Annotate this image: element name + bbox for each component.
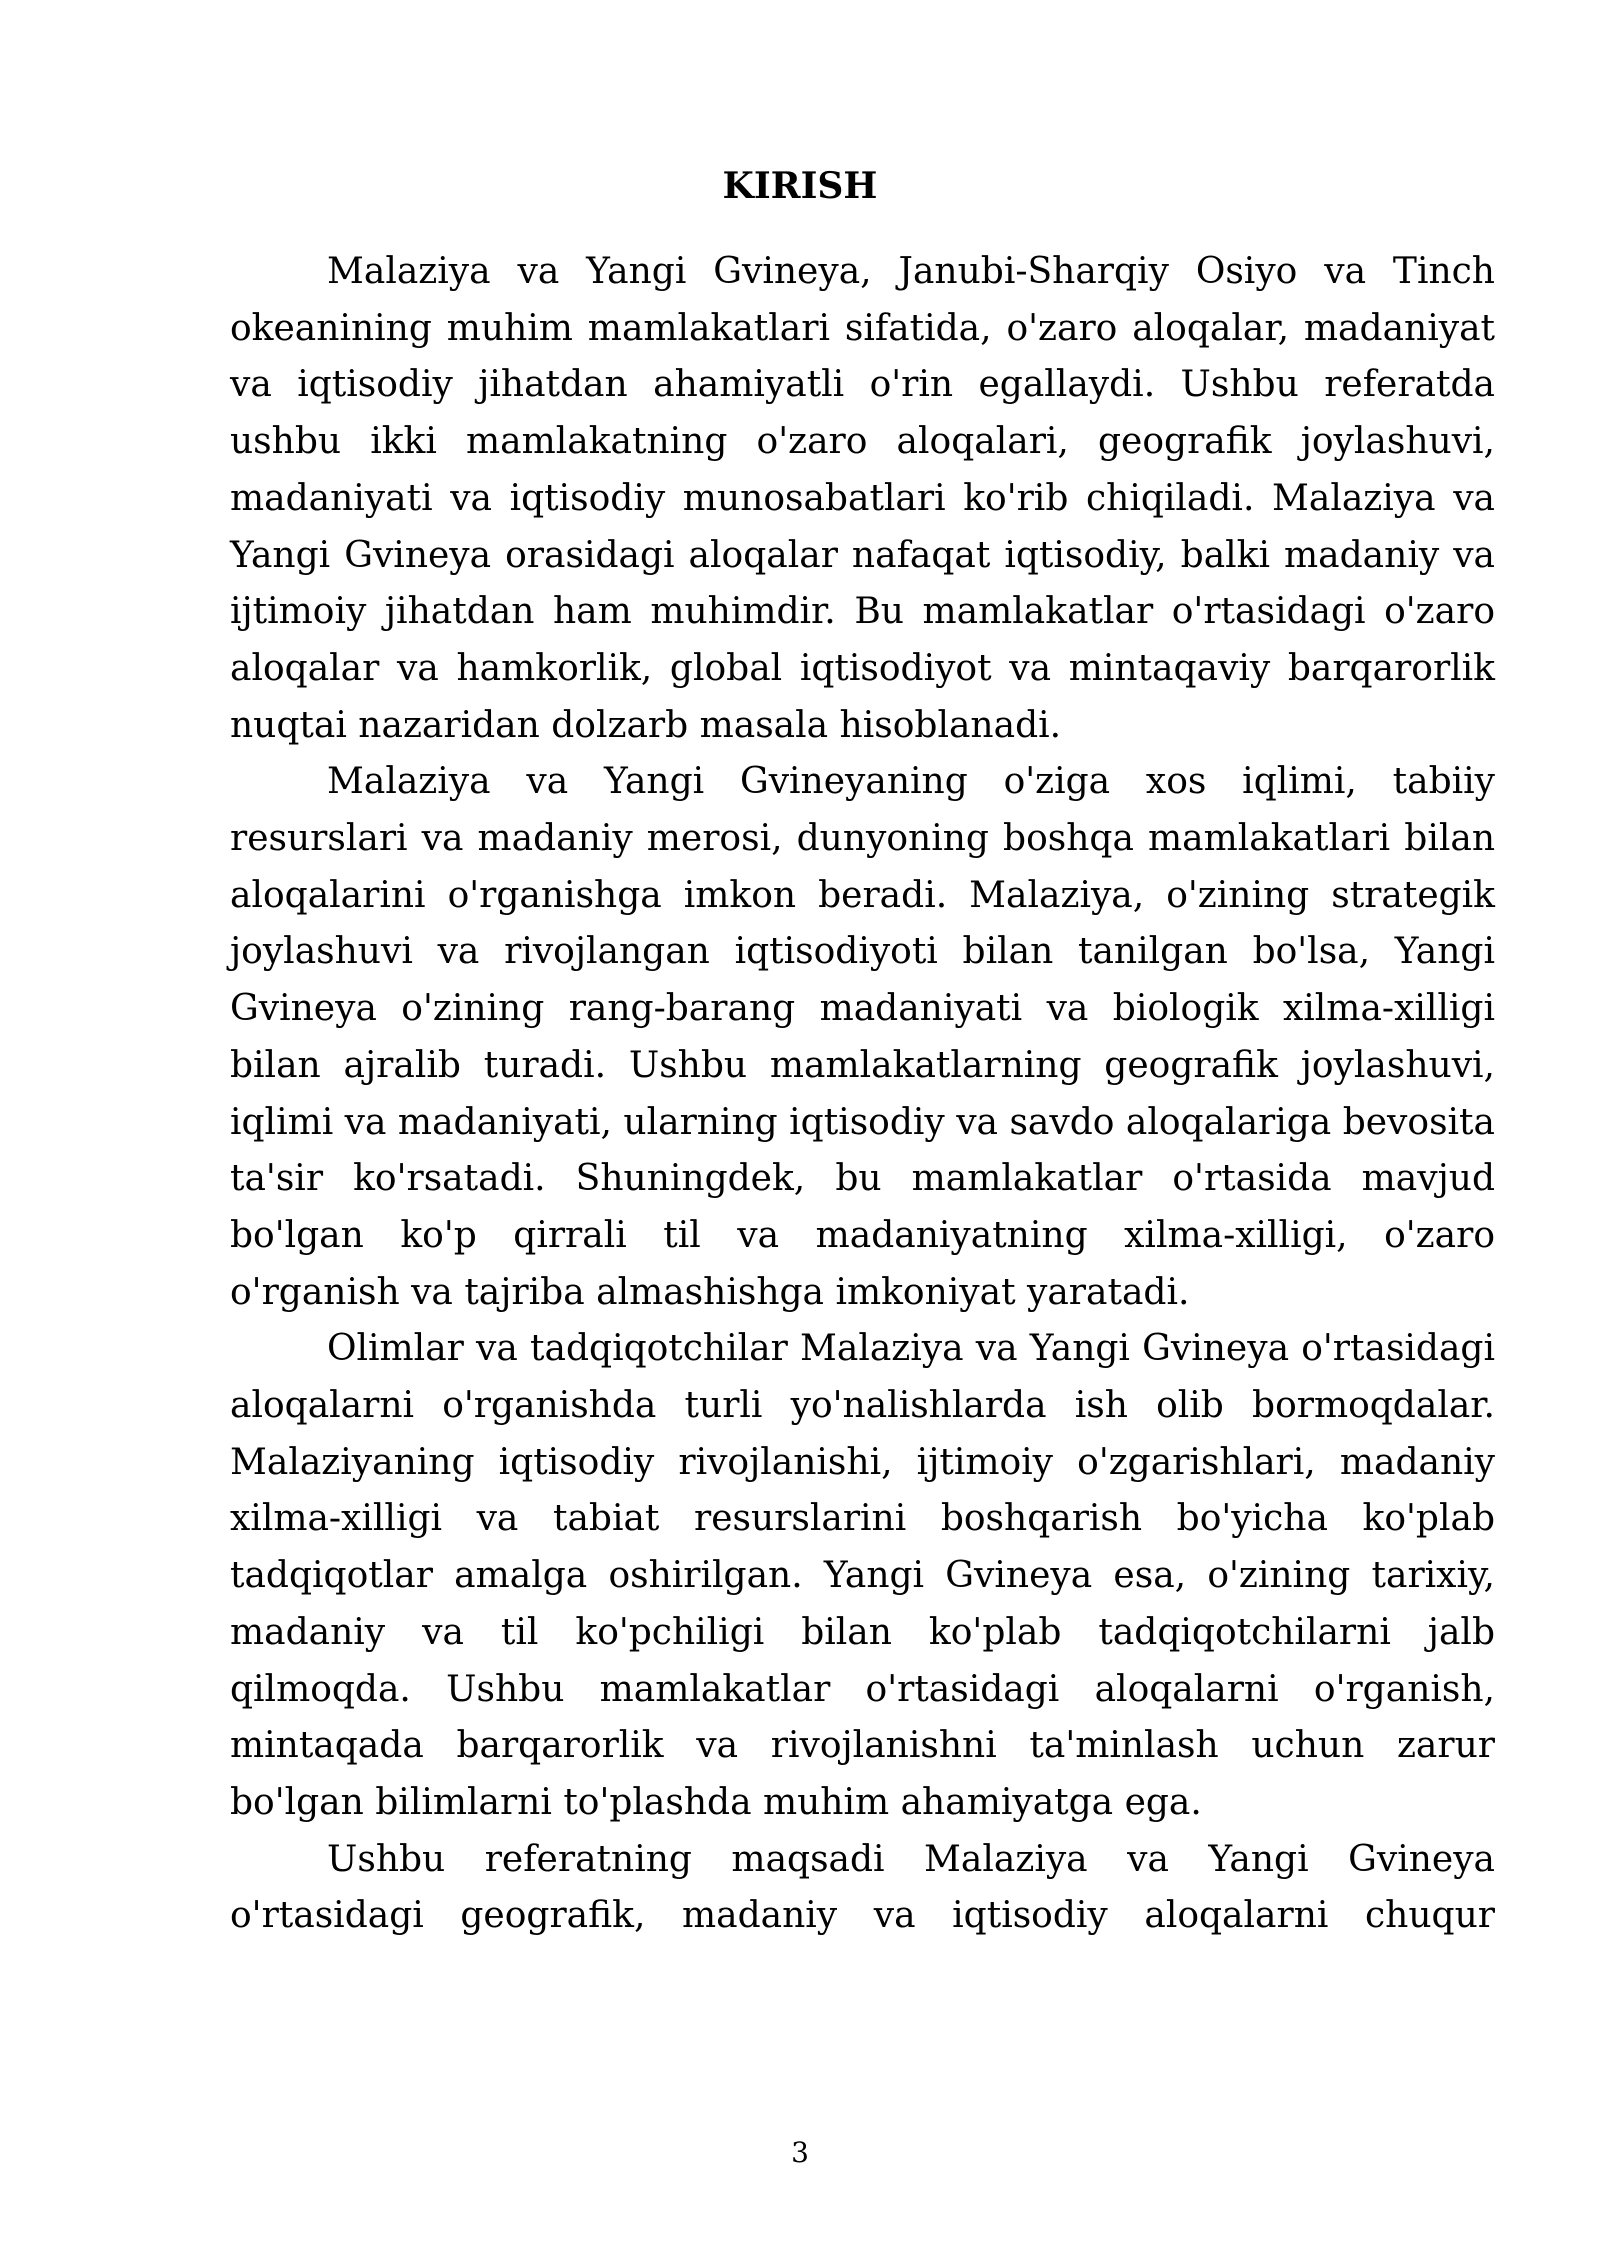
paragraph: Malaziya va Yangi Gvineyaning o'ziga xos iqlimi, tabiiy resurslari va madaniy merosi, dunyoning boshqa mamlakatlari bilan aloqalarini o'rganishga imkon beradi. Malaziya, o'zining strategik joylashuvi va rivojlangan iqtisodiyoti bilan tanilgan bo'lsa, Yangi Gvineya o'zining rang-barang madaniyati va biologik xilma-xilligi bilan ajralib turadi. Ushbu mamlakatlarning geografik joylashuvi, iqlimi va madaniyati, ularning iqtisodiy va savdo aloqalariga bevosita ta'sir ko'rsatadi. Shuningdek, bu mamlakatlar o'rtasida mavjud bo'lgan ko'p qirrali til va madaniyatning xilma-xilligi, o'zaro o'rganish va tajriba almashishga imkoniyat yaratadi. [230, 761, 1495, 1313]
paragraph: Malaziya va Yangi Gvineya, Janubi-Sharqiy Osiyo va Tinch okeanining muhim mamlakatlari sifatida, o'zaro aloqalar, madaniyat va iqtisodiy jihatdan ahamiyatli o'rin egallaydi. Ushbu referatda ushbu ikki mamlakatning o'zaro aloqalari, geografik joylashuvi, madaniyati va iqtisodiy munosabatlari ko'rib chiqiladi. Malaziya va Yangi Gvineya orasidagi aloqalar nafaqat iqtisodiy, balki madaniy va ijtimoiy jihatdan ham muhimdir. Bu mamlakatlar o'rtasidagi o'zaro aloqalar va hamkorlik, global iqtisodiyot va mintaqaviy barqarorlik nuqtai nazaridan dolzarb masala hisoblanadi. [230, 251, 1495, 746]
section-heading: KIRISH [722, 165, 878, 207]
paragraph: Ushbu referatning maqsadi Malaziya va Yangi Gvineya o'rtasidagi geografik, madaniy va iqtisodiy aloqalarni chuqur [230, 1838, 1495, 1937]
document-body [230, 244, 1495, 1945]
paragraph: Olimlar va tadqiqotchilar Malaziya va Yangi Gvineya o'rtasidagi aloqalarni o'rganishda turli yo'nalishlarda ish olib bormoqdalar. Malaziyaning iqtisodiy rivojlanishi, ijtimoiy o'zgarishlari, madaniy xilma-xilligi va tabiat resurslarini boshqarish bo'yicha ko'plab tadqiqotlar amalga oshirilgan. Yangi Gvineya esa, o'zining tarixiy, madaniy va til ko'pchiligi bilan ko'plab tadqiqotchilarni jalb qilmoqda. Ushbu mamlakatlar o'rtasidagi aloqalarni o'rganish, mintaqada barqarorlik va rivojlanishni ta'minlash uchun zarur bo'lgan bilimlarni to'plashda muhim ahamiyatga ega. [230, 1328, 1495, 1823]
page-number: 3 [791, 2136, 809, 2169]
